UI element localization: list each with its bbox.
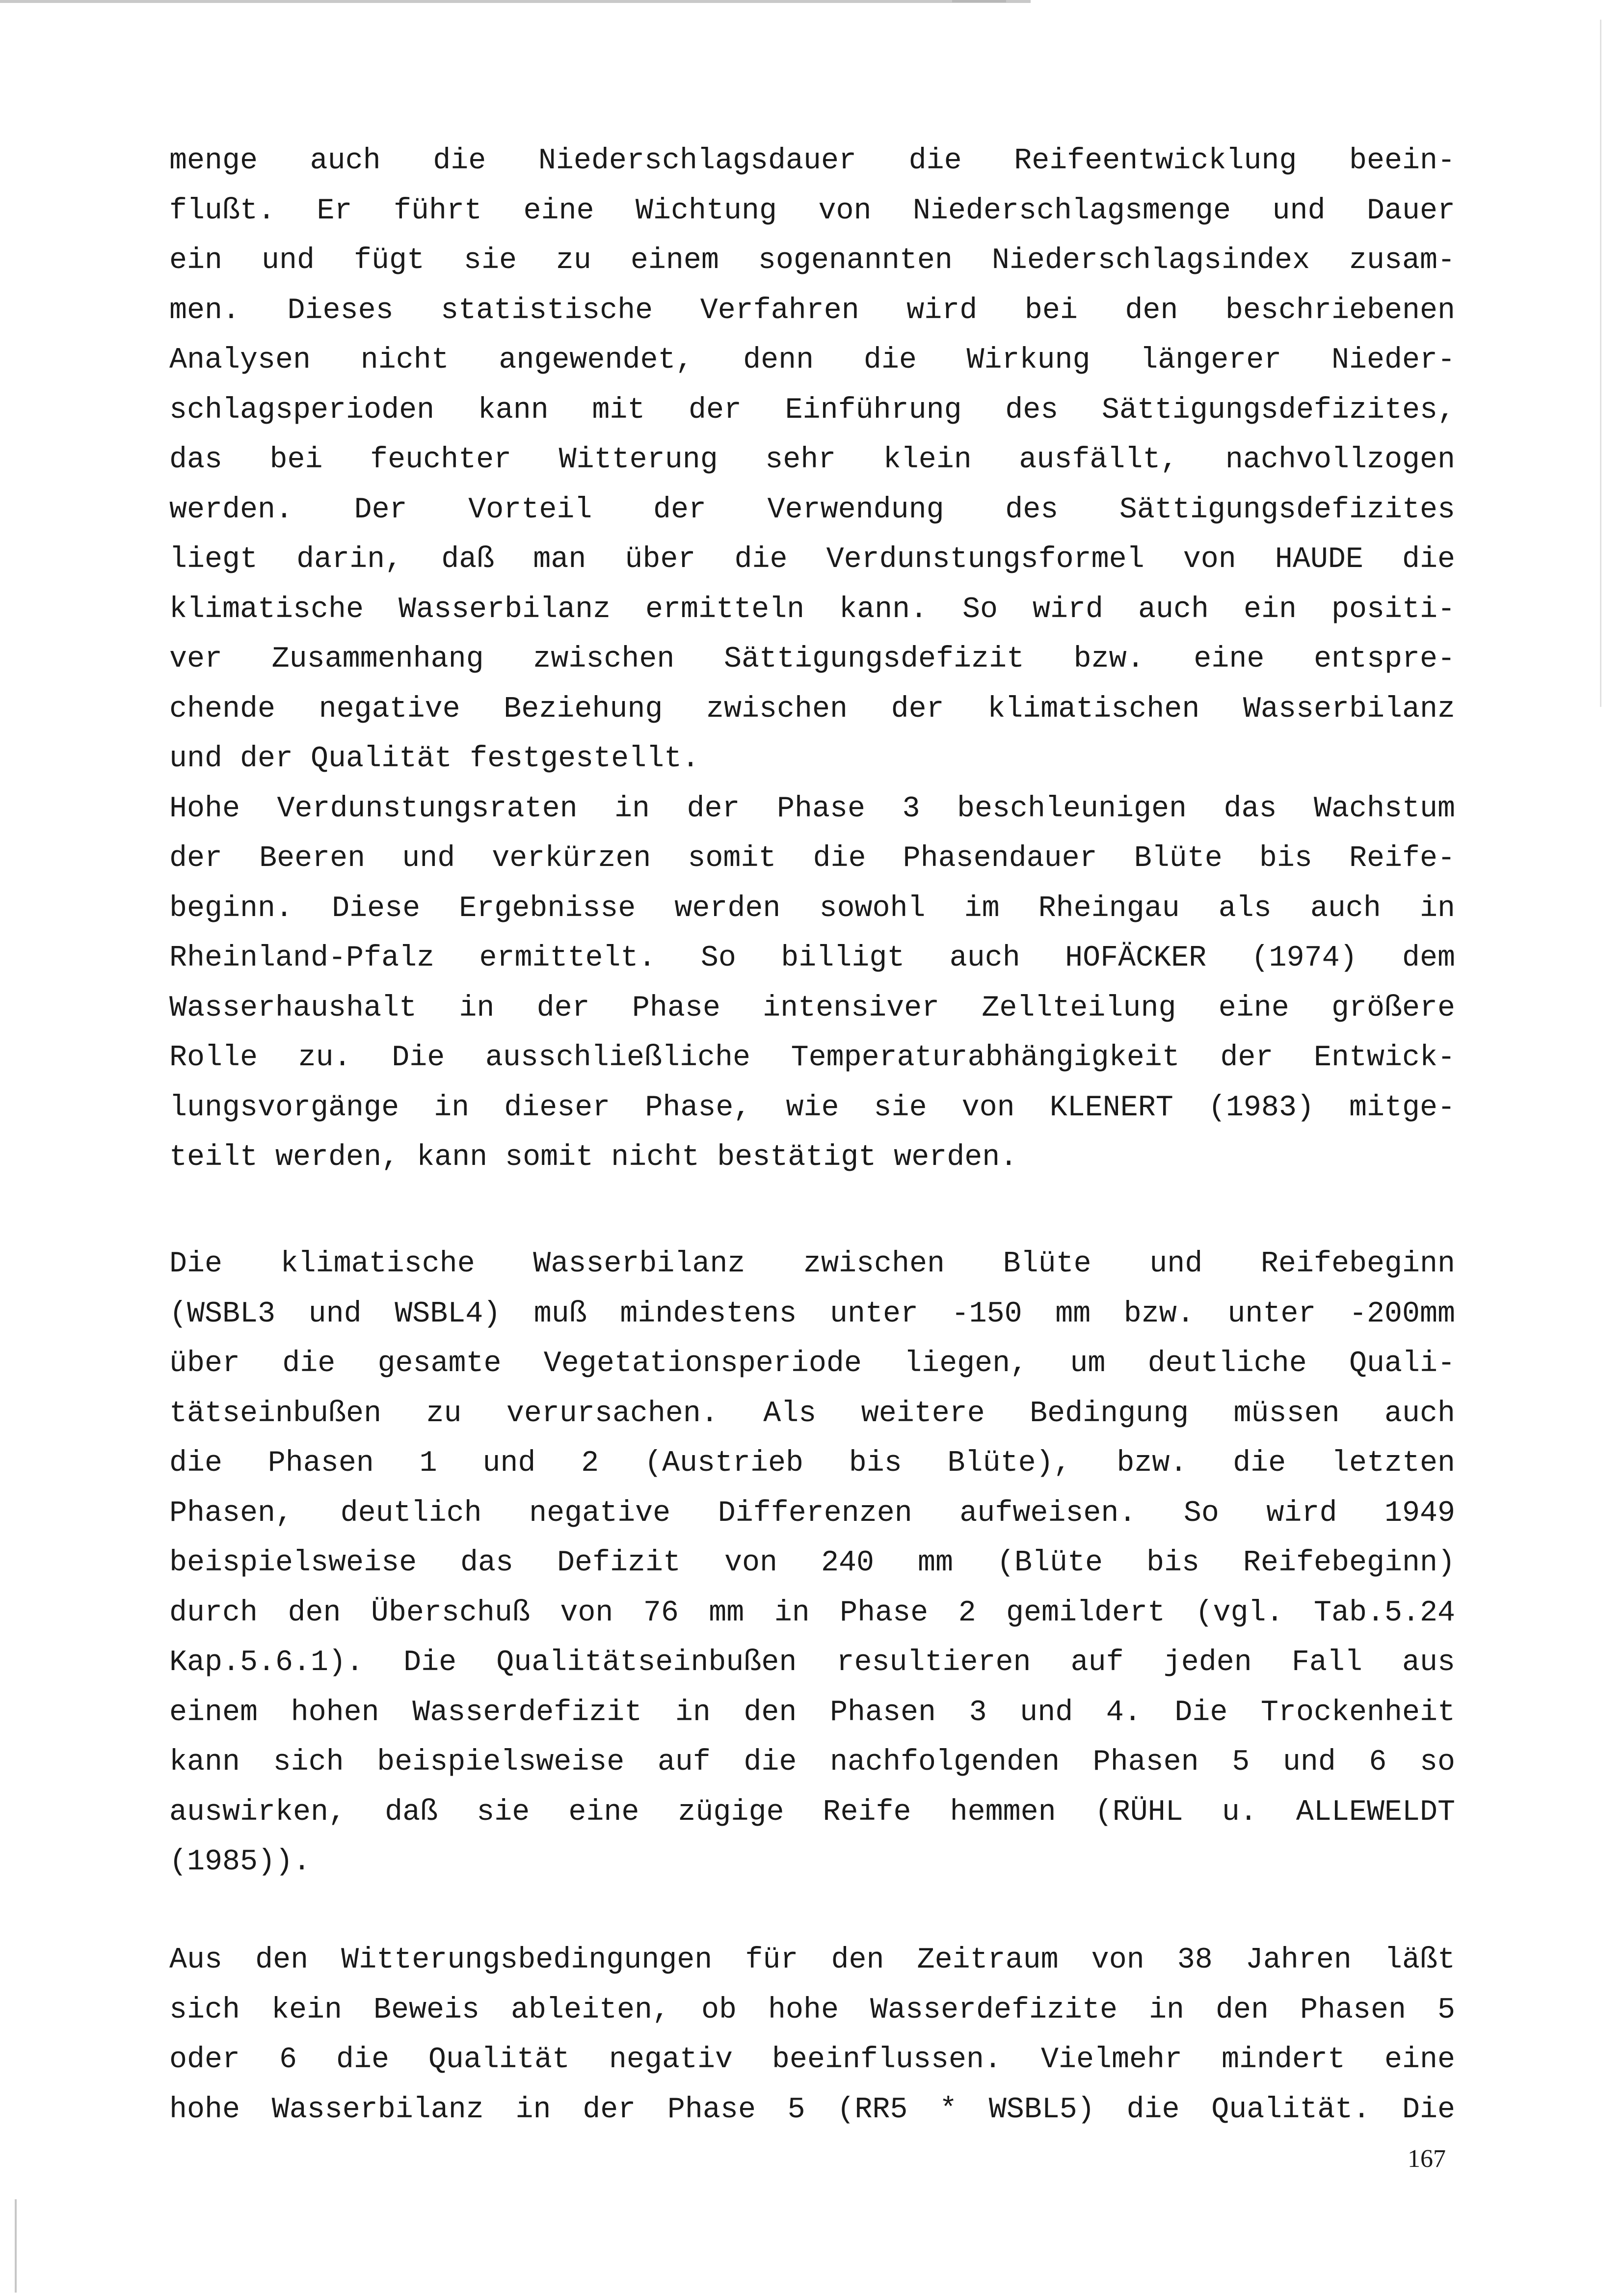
text-line: auswirken, daß sie eine zügige Reife hemmen (RÜHL u. ALLEWELDT xyxy=(169,1795,1455,1829)
text-line: sich kein Beweis ableiten, ob hohe Wasserdefizite in den Phasen 5 xyxy=(169,1993,1455,2027)
text-line: tätseinbußen zu verursachen. Als weitere Bedingung müssen auch xyxy=(169,1397,1455,1431)
text-line: kann sich beispielsweise auf die nachfolgenden Phasen 5 und 6 so xyxy=(169,1746,1455,1779)
text-line: (WSBL3 und WSBL4) muß mindestens unter -150 mm bzw. unter -200mm xyxy=(169,1297,1455,1331)
text-line: liegt darin, daß man über die Verdunstungsformel von HAUDE die xyxy=(169,543,1455,576)
text-line: flußt. Er führt eine Wichtung von Niederschlagsmenge und Dauer xyxy=(169,194,1455,228)
scan-edge-top xyxy=(0,0,1031,3)
text-line: werden. Der Vorteil der Verwendung des Sättigungsdefizites xyxy=(169,493,1455,527)
scan-mark-top xyxy=(952,0,1006,2)
text-line: Hohe Verdunstungsraten in der Phase 3 beschleunigen das Wachstum xyxy=(169,792,1455,826)
text-line: beginn. Diese Ergebnisse werden sowohl im Rheingau als auch in xyxy=(169,891,1455,925)
text-line: das bei feuchter Witterung sehr klein ausfällt, nachvollzogen xyxy=(169,443,1455,477)
text-line: lungsvorgänge in dieser Phase, wie sie von KLENERT (1983) mitge- xyxy=(169,1091,1455,1125)
text-line: men. Dieses statistische Verfahren wird bei den beschriebenen xyxy=(169,294,1455,327)
text-line: Kap.5.6.1). Die Qualitätseinbußen resultieren auf jeden Fall aus xyxy=(169,1646,1455,1679)
text-line: hohe Wasserbilanz in der Phase 5 (RR5 * WSBL5) die Qualität. Die xyxy=(169,2093,1455,2127)
scan-edge-right xyxy=(1600,20,1601,707)
text-line: schlagsperioden kann mit der Einführung des Sättigungsdefizites, xyxy=(169,393,1455,427)
text-line: beispielsweise das Defizit von 240 mm (Blüte bis Reifebeginn) xyxy=(169,1546,1455,1580)
text-line: Wasserhaushalt in der Phase intensiver Zellteilung eine größere xyxy=(169,991,1455,1025)
page-number: 167 xyxy=(1408,2145,1446,2173)
scan-edge-left xyxy=(15,2199,17,2293)
paragraph-1 xyxy=(169,136,1455,1183)
text-line: klimatische Wasserbilanz ermitteln kann. So wird auch ein positi- xyxy=(169,593,1455,626)
text-line: Phasen, deutlich negative Differenzen aufweisen. So wird 1949 xyxy=(169,1496,1455,1530)
text-line: teilt werden, kann somit nicht bestätigt werden. xyxy=(169,1141,1018,1174)
text-line: über die gesamte Vegetationsperiode liegen, um deutliche Quali- xyxy=(169,1347,1455,1380)
text-line: Rheinland-Pfalz ermittelt. So billigt auch HOFÄCKER (1974) dem xyxy=(169,942,1455,975)
text-line: durch den Überschuß von 76 mm in Phase 2 gemildert (vgl. Tab.5.24 xyxy=(169,1596,1455,1630)
text-line: einem hohen Wasserdefizit in den Phasen 3 und 4. Die Trockenheit xyxy=(169,1696,1455,1729)
text-line: chende negative Beziehung zwischen der klimatischen Wasserbilanz xyxy=(169,692,1455,726)
text-line: Aus den Witterungsbedingungen für den Zeitraum von 38 Jahren läßt xyxy=(169,1944,1455,1977)
text-line: (1985)). xyxy=(169,1845,311,1879)
text-line: menge auch die Niederschlagsdauer die Reifeentwicklung beein- xyxy=(169,144,1455,178)
text-line: und der Qualität festgestellt. xyxy=(169,742,700,776)
text-line: der Beeren und verkürzen somit die Phasendauer Blüte bis Reife- xyxy=(169,842,1455,875)
text-line: Rolle zu. Die ausschließliche Temperaturabhängigkeit der Entwick- xyxy=(169,1041,1455,1075)
text-line: ver Zusammenhang zwischen Sättigungsdefizit bzw. eine entspre- xyxy=(169,643,1455,676)
paragraph-2 xyxy=(169,1240,1455,1888)
text-line: die Phasen 1 und 2 (Austrieb bis Blüte), bzw. die letzten xyxy=(169,1447,1455,1480)
text-line: ein und fügt sie zu einem sogenannten Niederschlagsindex zusam- xyxy=(169,244,1455,277)
text-line: Analysen nicht angewendet, denn die Wirkung längerer Nieder- xyxy=(169,344,1455,377)
text-line: Die klimatische Wasserbilanz zwischen Blüte und Reifebeginn xyxy=(169,1247,1455,1281)
text-line: oder 6 die Qualität negativ beeinflussen. Vielmehr mindert eine xyxy=(169,2043,1455,2077)
paragraph-3 xyxy=(169,1936,1455,2135)
